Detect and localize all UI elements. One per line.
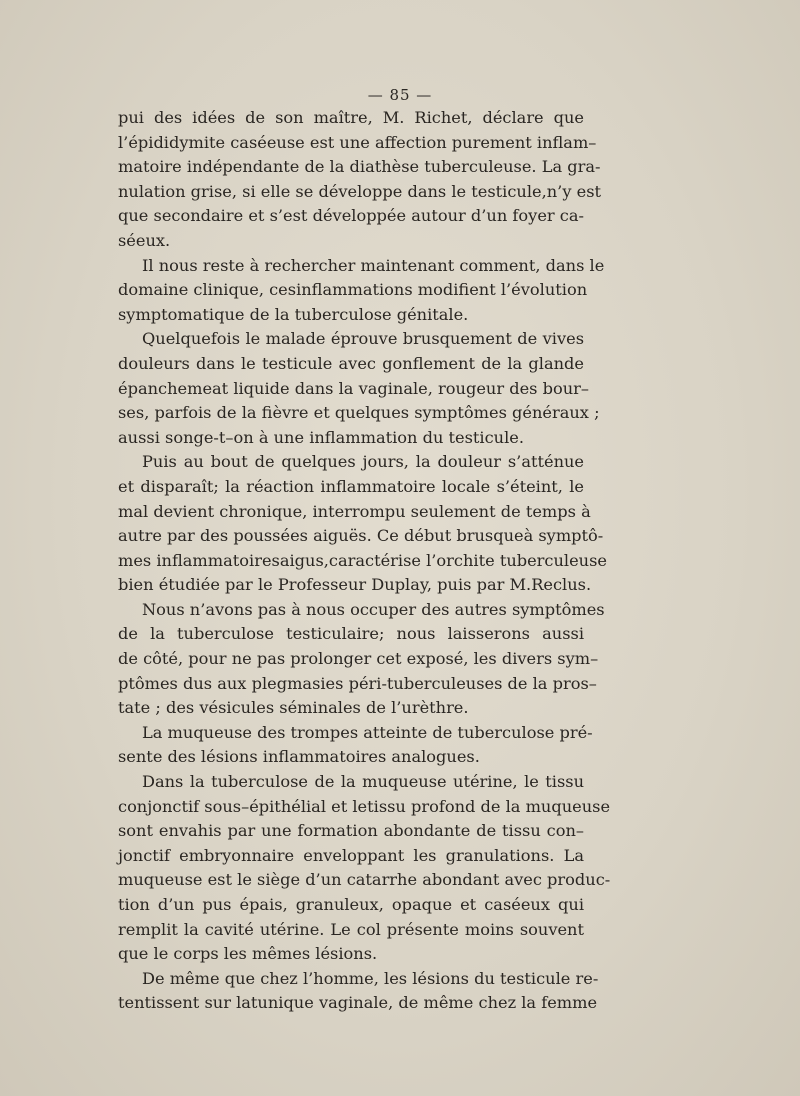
body-text xyxy=(118,106,611,1016)
text-line: La muqueuse des trompes atteinte de tuberculose pré- xyxy=(142,722,593,742)
text-line: Quelquefois le malade éprouve brusquement de vives xyxy=(142,329,584,349)
text-line: que le corps les mêmes lésions. xyxy=(118,944,378,964)
text-line: nulation grise, si elle se développe dans le testicule,n’y est xyxy=(118,181,602,201)
text-line: de la tuberculose testiculaire; nous laisserons aussi xyxy=(118,624,584,644)
text-line: Puis au bout de quelques jours, la douleur s’atténue xyxy=(142,452,584,472)
text-line: autre par des poussées aiguës. Ce début brusqueà symptô- xyxy=(118,526,604,546)
text-line: De même que chez l’homme, les lésions du testicule re- xyxy=(142,968,599,988)
text-line: mal devient chronique, interrompu seulement de temps à xyxy=(118,501,591,521)
text-line: bien étudiée par le Professeur Duplay, puis par M.Reclus. xyxy=(118,575,592,595)
text-line: tion d’un pus épais, granuleux, opaque et caséeux qui xyxy=(118,895,584,914)
text-line: épanchemeat liquide dans la vaginale, rougeur des bour– xyxy=(118,378,589,398)
text-line: sont envahis par une formation abondante de tissu con– xyxy=(118,821,584,841)
text-line: conjonctif sous–épithélial et letissu profond de la muqueuse xyxy=(118,796,611,816)
text-line: symptomatique de la tuberculose génitale. xyxy=(118,304,469,324)
text-line: de côté, pour ne pas prolonger cet exposé, les divers sym– xyxy=(118,649,599,669)
text-line: domaine clinique, cesinflammations modifient l’évolution xyxy=(118,280,588,300)
text-line: remplit la cavité utérine. Le col présente moins souvent xyxy=(118,919,584,939)
text-line: et disparaît; la réaction inflammatoire locale s’éteint, le xyxy=(118,476,584,496)
text-line: tentissent sur latunique vaginale, de même chez la femme xyxy=(118,993,598,1013)
text-line: muqueuse est le siège d’un catarrhe abondant avec produc- xyxy=(118,870,611,890)
text-line: ses, parfois de la fièvre et quelques symptômes généraux ; xyxy=(118,403,600,423)
text-line: ptômes dus aux plegmasies péri-tuberculeuses de la pros– xyxy=(118,673,597,693)
text-line: douleurs dans le testicule avec gonflement de la glande xyxy=(118,353,584,373)
text-line: jonctif embryonnaire enveloppant les granulations. La xyxy=(118,845,584,865)
text-line: matoire indépendante de la diathèse tuberculeuse. La gra- xyxy=(118,157,601,177)
text-line: Il nous reste à rechercher maintenant comment, dans le xyxy=(142,255,605,275)
text-line: pui des idées de son maître, M. Richet, déclare que xyxy=(118,108,584,127)
page-number: — 85 — xyxy=(367,86,433,104)
text-line: l’épididymite caséeuse est une affection purement inflam– xyxy=(118,132,597,152)
text-line: séeux. xyxy=(118,230,171,250)
text-line: aussi songe-t–on à une inflammation du testicule. xyxy=(118,427,524,447)
text-line: que secondaire et s’est développée autour d’un foyer ca- xyxy=(118,206,584,226)
text-line: tate ; des vésicules séminales de l’urèthre. xyxy=(118,698,469,718)
text-line: Dans la tuberculose de la muqueuse utérine, le tissu xyxy=(142,772,584,792)
text-line: mes inflammatoiresaigus,caractérise l’orchite tuberculeuse xyxy=(118,550,607,570)
text-line: sente des lésions inflammatoires analogues. xyxy=(118,747,480,767)
text-line: Nous n’avons pas à nous occuper des autres symptômes xyxy=(142,599,605,619)
